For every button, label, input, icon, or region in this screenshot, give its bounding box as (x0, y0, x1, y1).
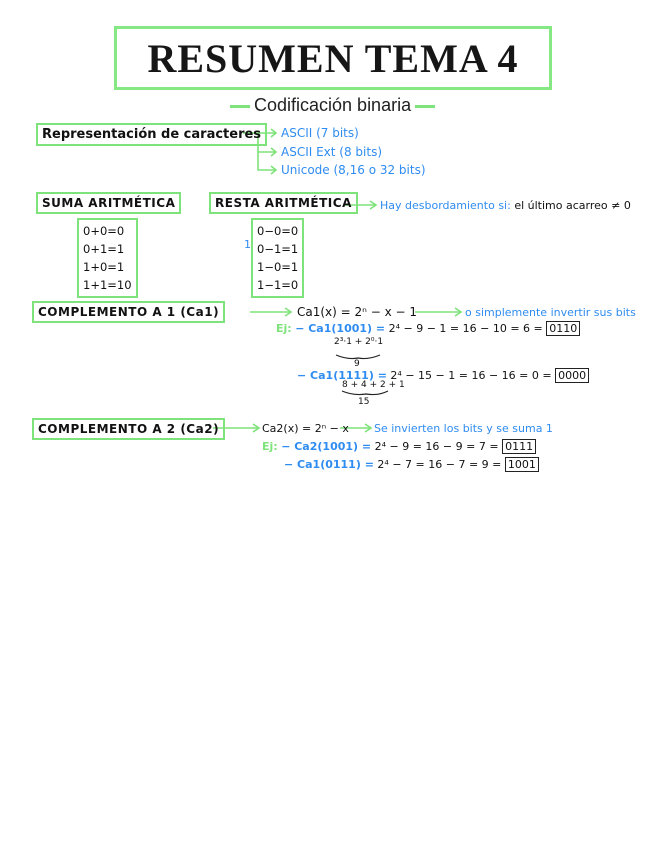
suma-row: 1+0=1 (83, 260, 125, 274)
ca1-ex1-brace-val: 9 (354, 359, 360, 369)
resta-row: 0−1=1 (257, 242, 299, 256)
ca2-ex2-lhs: − Ca1(0111) = (284, 458, 374, 471)
resta-overflow-note (380, 199, 631, 212)
ca2-ex1-lhs: − Ca2(1001) = (281, 440, 372, 453)
title-box (114, 26, 552, 90)
suma-row: 1+1=10 (83, 278, 132, 292)
ca1-ex1-calc: 2⁴ − 9 − 1 = 16 − 10 = 6 = (388, 322, 543, 335)
rep-item-ascii (281, 126, 359, 140)
suma-heading: SUMA ARITMÉTICA (36, 192, 181, 214)
ca2-ex1-result: 0111 (502, 439, 536, 454)
ca1-formula: Ca1(x) = 2ⁿ − x − 1 (297, 305, 418, 319)
suma-row: 0+0=0 (83, 224, 125, 238)
suma-row: 0+1=1 (83, 242, 125, 256)
ca1-ej-label: Ej: (276, 322, 292, 335)
rep-item-label: ASCII (7 bits) (281, 126, 359, 140)
ca1-ex1-brace-top: 2³·1 + 2⁰·1 (334, 337, 384, 347)
ca1-ex1-result: 0110 (546, 321, 580, 336)
resta-heading: RESTA ARITMÉTICA (209, 192, 358, 214)
ca2-note: Se invierten los bits y se suma 1 (374, 422, 553, 435)
ca1-example-1 (276, 322, 580, 335)
rep-item-ascii-ext (281, 145, 382, 159)
subtitle-dash-left (230, 105, 250, 108)
page-title: RESUMEN TEMA 4 (147, 35, 519, 81)
ca1-ex2-calc: 2⁴ − 15 − 1 = 16 − 16 = 0 = (390, 369, 552, 382)
ca2-ex2-result: 1001 (505, 457, 539, 472)
ca2-heading: COMPLEMENTO A 2 (Ca2) (32, 418, 225, 440)
resta-note-blue: Hay desbordamiento si: (380, 199, 511, 212)
ca1-example-2 (297, 369, 589, 382)
subtitle-dash-right (415, 105, 435, 108)
ca1-ex1-lhs: − Ca1(1001) = (295, 322, 386, 335)
suma-table (77, 218, 138, 298)
ca1-ex2-brace-val: 15 (358, 397, 370, 407)
resta-note-black: el último acarreo ≠ 0 (514, 199, 631, 212)
rep-item-unicode (281, 163, 426, 177)
resta-row: 0−0=0 (257, 224, 299, 238)
subtitle: Codificación binaria (254, 95, 412, 115)
rep-item-label: ASCII Ext (8 bits) (281, 145, 383, 159)
resta-row: 1−1=0 (257, 278, 299, 292)
ca2-ej-label: Ej: (262, 440, 278, 453)
rep-heading: Representación de caracteres (36, 123, 267, 146)
ca1-note: o simplemente invertir sus bits (465, 306, 636, 319)
ca1-heading: COMPLEMENTO A 1 (Ca1) (32, 301, 225, 323)
ca2-example-2 (284, 458, 539, 471)
rep-item-label: Unicode (8,16 o 32 bits) (281, 163, 426, 177)
ca2-example-1 (262, 440, 536, 453)
ca1-ex2-result: 0000 (555, 368, 589, 383)
ca2-ex2-calc: 2⁴ − 7 = 16 − 7 = 9 = (377, 458, 502, 471)
subtitle-row (226, 95, 439, 116)
ca2-formula: Ca2(x) = 2ⁿ − x (262, 422, 349, 435)
ca1-ex2-lhs: − Ca1(1111) = (297, 369, 387, 382)
resta-row: 1−0=1 (257, 260, 299, 274)
resta-borrow: 1 (244, 238, 251, 251)
ca1-ex2-brace-top: 8 + 4 + 2 + 1 (342, 380, 405, 390)
resta-table (251, 218, 304, 298)
ca2-ex1-calc: 2⁴ − 9 = 16 − 9 = 7 = (374, 440, 499, 453)
